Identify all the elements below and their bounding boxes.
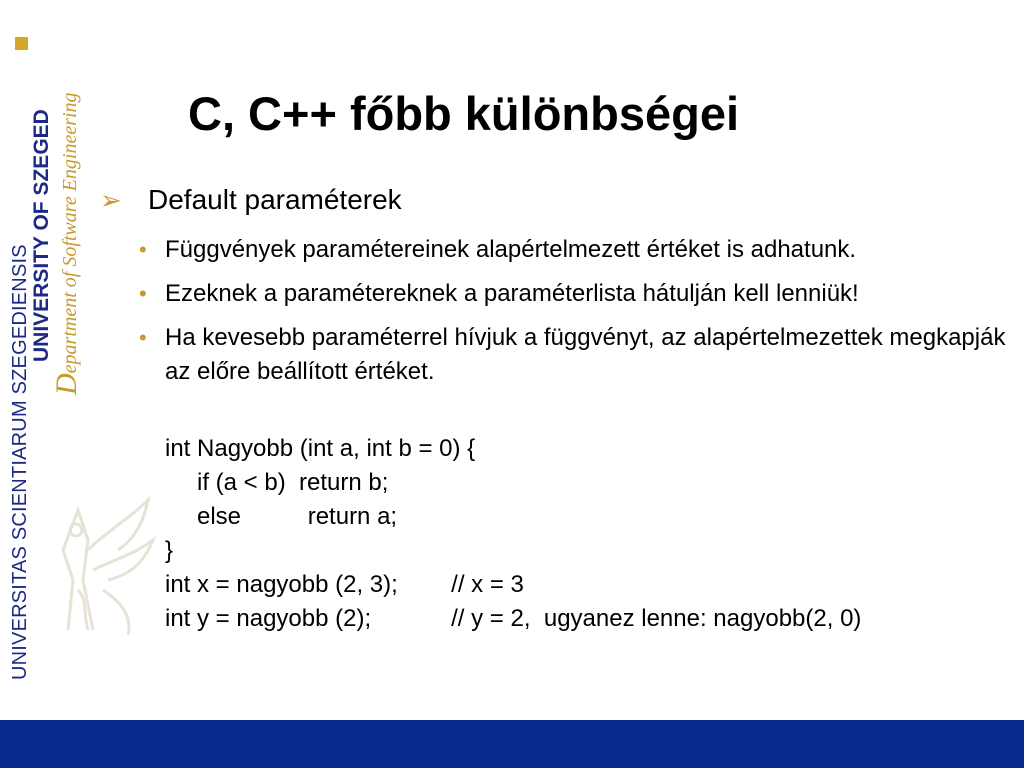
latin-motto: UNIVERSITAS SCIENTIARUM SZEGEDIENSIS [9,244,31,680]
section-heading [100,184,402,216]
bullet-dot-icon: • [139,325,147,350]
code-line: } [165,537,174,564]
department-initial: D [50,373,83,395]
list-item: • Ha kevesebb paraméterrel hívjuk a függvényt, az alapértelmezettek megkapják az előre beállított értéket. [137,321,1007,389]
code-line: else return a; [197,503,398,530]
list-item: • Függvények paramétereinek alapértelmezett értéket is adhatunk. [137,233,1007,267]
heading-text: Default paraméterek [148,184,402,215]
bullet-list [137,233,1007,399]
code-example [165,432,861,636]
code-line: int x = nagyobb (2, 3); // x = 3 [165,571,524,598]
footer-bar [0,720,1024,768]
department-name [50,92,84,395]
code-line: int y = nagyobb (2); // y = 2, ugyanez lenne: nagyobb(2, 0) [165,605,862,632]
griffin-logo-icon [48,490,158,640]
department-rest: epartment of Software Engineering [59,92,81,374]
arrow-bullet-icon: ➢ [100,185,122,215]
list-item: • Ezeknek a paramétereknek a paraméterlista hátulján kell lenniük! [137,277,1007,311]
code-line: int Nagyobb (int a, int b = 0) { [165,435,476,462]
university-name: UNIVERSITY OF SZEGED [30,109,53,362]
code-line: if (a < b) return b; [197,469,389,496]
slide-title: C, C++ főbb különbségei [188,87,740,140]
bullet-dot-icon: • [139,237,147,262]
bullet-dot-icon: • [139,281,147,306]
corner-square-decoration [15,37,28,50]
